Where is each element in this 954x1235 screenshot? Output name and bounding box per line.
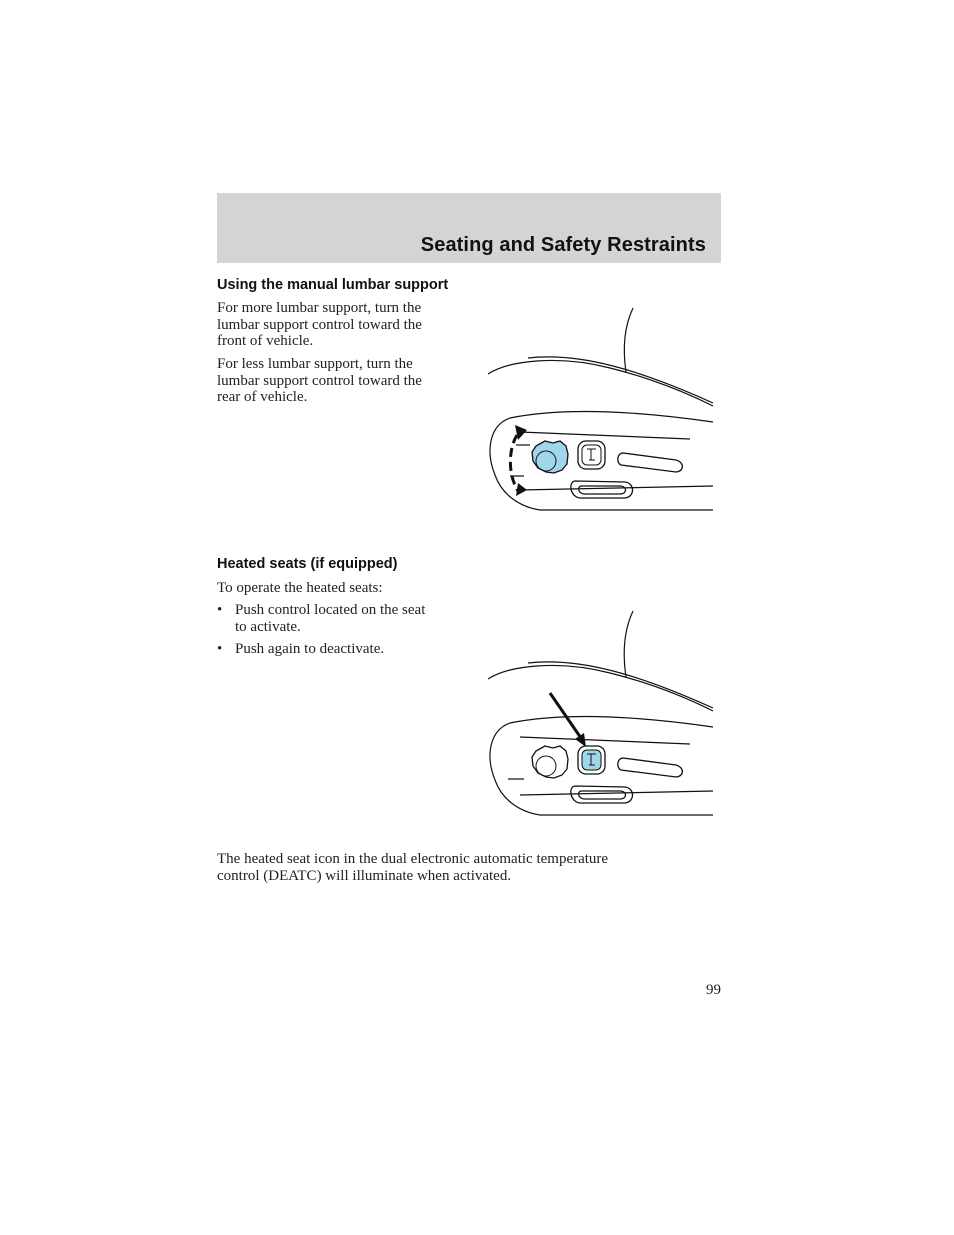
heated-seat-illustration <box>480 605 720 835</box>
heated-seat-icon <box>578 746 605 774</box>
section-title: Seating and Safety Restraints <box>420 234 706 256</box>
lumbar-paragraph-2 <box>217 356 422 406</box>
deatc-note-line: The heated seat icon in the dual electronic automatic temperature <box>217 851 609 867</box>
deatc-note <box>217 851 608 884</box>
heated-seat-button-icon <box>578 441 605 469</box>
bullet-dot: • <box>217 641 223 657</box>
heated-intro: To operate the heated seats: <box>217 580 383 596</box>
heated-heading: Heated seats (if equipped) <box>217 556 398 572</box>
lumbar-para1-line: lumbar support control toward the <box>217 316 422 333</box>
bullet-line: to activate. <box>235 618 301 635</box>
section-header-band <box>217 193 721 263</box>
lumbar-para1-line: For more lumbar support, turn the <box>217 300 422 316</box>
lumbar-knob-icon <box>532 746 568 778</box>
lumbar-para2-line: rear of vehicle. <box>217 389 308 405</box>
bullet-line: Push again to deactivate. <box>235 641 385 657</box>
lumbar-support-illustration <box>480 300 720 520</box>
bullet-line: Push control located on the seat <box>235 602 426 618</box>
bullet-dot: • <box>217 602 223 618</box>
deatc-note-line: control (DEATC) will illuminate when activated. <box>217 867 512 884</box>
lumbar-para2-line: lumbar support control toward the <box>217 372 422 389</box>
page-number: 99 <box>706 982 721 998</box>
lumbar-paragraph-1 <box>217 300 422 350</box>
lumbar-heading: Using the manual lumbar support <box>217 277 449 293</box>
lumbar-para1-line: front of vehicle. <box>217 333 314 349</box>
rotation-arrow-icon <box>510 435 518 491</box>
lumbar-para2-line: For less lumbar support, turn the <box>217 356 413 372</box>
lumbar-knob-icon <box>532 441 568 473</box>
